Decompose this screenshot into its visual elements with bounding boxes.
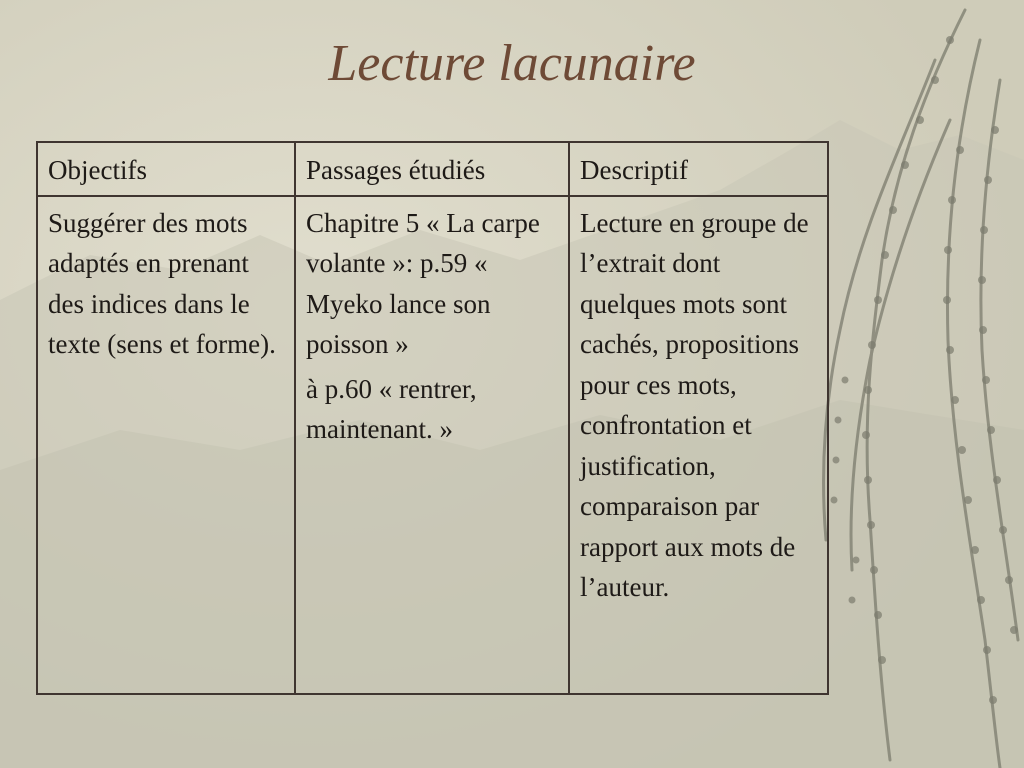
passage-2: à p.60 « rentrer, maintenant. » xyxy=(306,373,477,444)
header-objectifs: Objectifs xyxy=(37,142,295,196)
table-row xyxy=(37,196,828,695)
header-passages: Passages étudiés xyxy=(295,142,569,196)
lesson-table xyxy=(36,141,829,695)
cell-passages xyxy=(295,196,569,695)
slide-title: Lecture lacunaire xyxy=(328,35,696,92)
cell-objectifs: Suggérer des mots adaptés en prenant des indices dans le texte (sens et forme). xyxy=(37,196,295,695)
cell-descriptif: Lecture en groupe de l’extrait dont quelques mots sont cachés, propositions pour ces mots, confrontation et justification, comparaison par rapport aux mots de l’auteur. xyxy=(569,196,828,695)
table-header-row xyxy=(37,142,828,196)
passage-1: Chapitre 5 « La carpe volante »: p.59 « Myeko lance son poisson » xyxy=(306,207,540,359)
header-descriptif: Descriptif xyxy=(569,142,828,196)
